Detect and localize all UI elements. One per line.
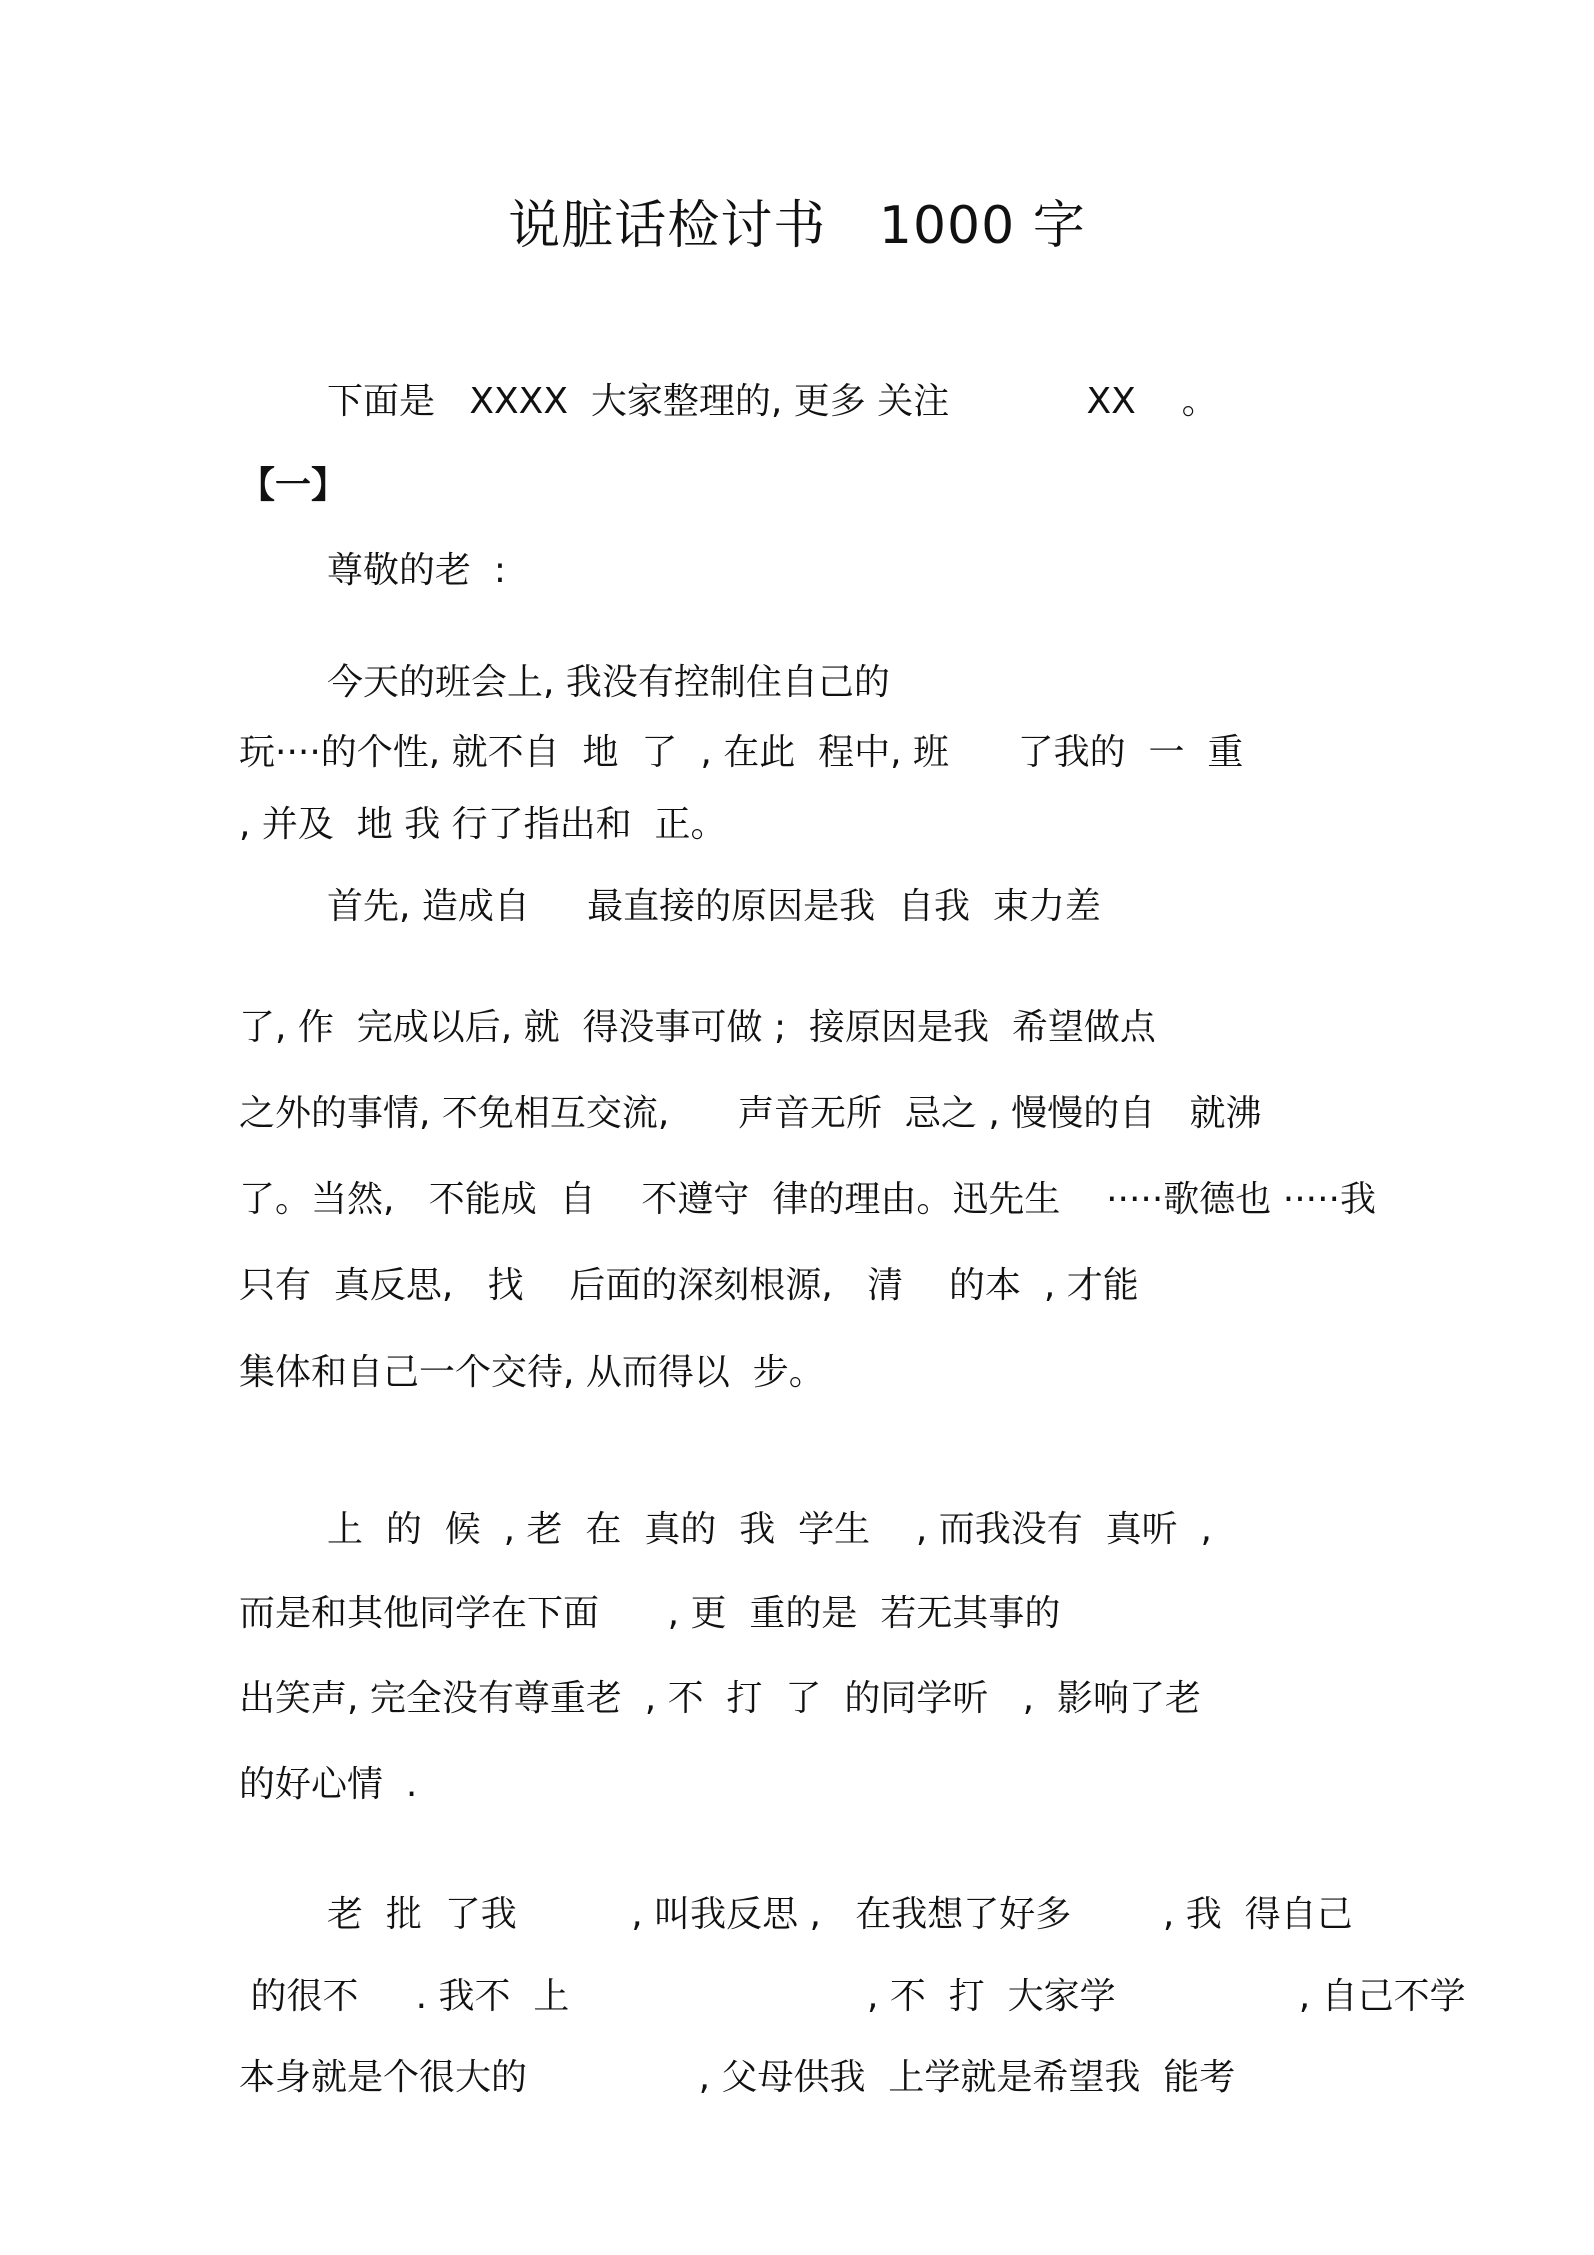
paragraph-line: 的很不 . 我不 上 , 不 打 大家学 , 自己不学 xyxy=(239,1976,1466,2017)
paragraph-line: 首先, 造成自 最直接的原因是我 自我 束力差 xyxy=(327,886,1101,927)
paragraph-line: 之外的事情, 不免相互交流, 声音无所 忌之 , 慢慢的自 就沸 xyxy=(239,1093,1262,1134)
paragraph-line: 而是和其他同学在下面 , 更 重的是 若无其事的 xyxy=(239,1593,1061,1634)
paragraph-line: 本身就是个很大的 , 父母供我 上学就是希望我 能考 xyxy=(239,2057,1236,2098)
document-title: 说脏话检讨书 1000 字 xyxy=(508,196,1086,256)
section-heading: 【一】 xyxy=(239,465,348,506)
intro-line: 下面是 XXXX 大家整理的, 更多 关注 XX 。 xyxy=(327,381,1218,422)
paragraph-line: 了, 作 完成以后, 就 得没事可做 ; 接原因是我 希望做点 xyxy=(239,1007,1156,1048)
paragraph-line: 集体和自己一个交待, 从而得以 步。 xyxy=(239,1352,825,1393)
paragraph-line: 今天的班会上, 我没有控制住自己的 xyxy=(327,662,890,703)
paragraph-line: 出笑声, 完全没有尊重老 , 不 打 了 的同学听 , 影响了老 xyxy=(239,1678,1201,1719)
paragraph-line: 只有 真反思, 找 后面的深刻根源, 清 的本 , 才能 xyxy=(239,1265,1139,1306)
paragraph-line: , 并及 地 我 行了指出和 正。 xyxy=(239,804,727,845)
paragraph-line: 上 的 候 , 老 在 真的 我 学生 , 而我没有 真听 , xyxy=(327,1509,1212,1550)
paragraph-line: 了。当然, 不能成 自 不遵守 律的理由。迅先生 ·····歌德也 ·····我 xyxy=(239,1179,1376,1220)
salutation: 尊敬的老 : xyxy=(327,550,507,591)
paragraph-line: 老 批 了我 , 叫我反思 , 在我想了好多 , 我 得自己 xyxy=(327,1894,1353,1935)
paragraph-line: 的好心情 . xyxy=(239,1764,418,1805)
paragraph-line: 玩····的个性, 就不自 地 了 , 在此 程中, 班 了我的 一 重 xyxy=(239,732,1244,773)
